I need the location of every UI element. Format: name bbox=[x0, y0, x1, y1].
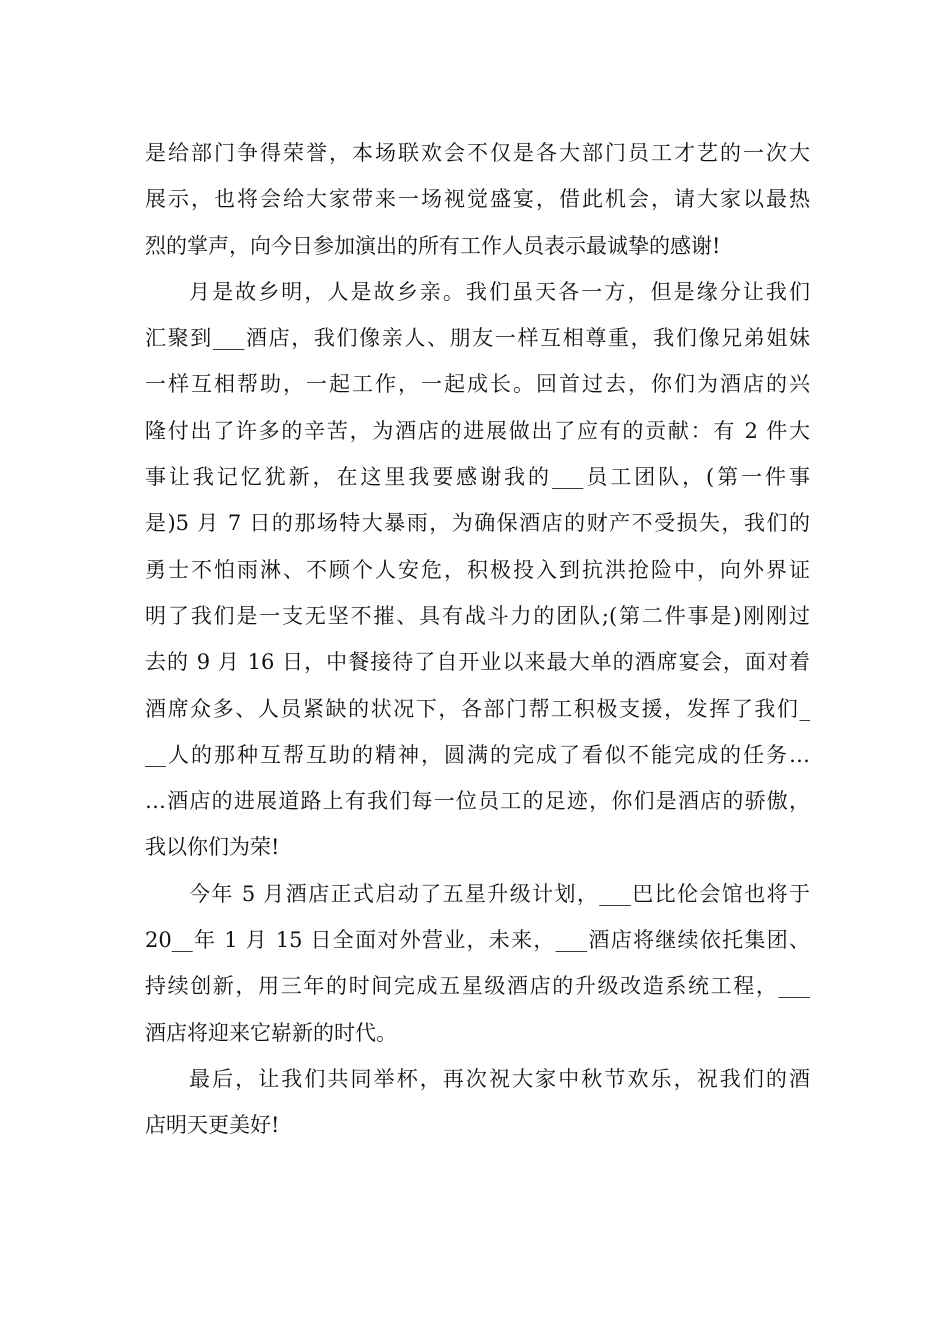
text-line: __人的那种互帮互助的精神，圆满的完成了看似不能完成的任务… bbox=[145, 742, 810, 767]
text-line: 店明天更美好! bbox=[145, 1113, 280, 1138]
text-line: 明了我们是一支无坚不摧、具有战斗力的团队;(第二件事是)刚刚过 bbox=[145, 603, 810, 628]
text-line: …酒店的进展道路上有我们每一位员工的足迹，你们是酒店的骄傲， bbox=[145, 789, 810, 814]
text-line: 我以你们为荣! bbox=[145, 835, 280, 860]
text-line: 一样互相帮助，一起工作，一起成长。回首过去，你们为酒店的兴 bbox=[145, 372, 810, 397]
paragraph-first-line: 月是故乡明，人是故乡亲。我们虽天各一方，但是缘分让我们 bbox=[189, 279, 810, 304]
text-line: 是给部门争得荣誉，本场联欢会不仅是各大部门员工才艺的一次大 bbox=[145, 141, 810, 165]
paragraph-first-line: 今年 5 月酒店正式启动了五星升级计划，___巴比伦会馆也将于 bbox=[189, 881, 810, 906]
document-body bbox=[145, 130, 810, 1149]
text-line: 持续创新，用三年的时间完成五星级酒店的升级改造系统工程，___ bbox=[145, 974, 810, 999]
paragraph-first-line: 最后，让我们共同举杯，再次祝大家中秋节欢乐，祝我们的酒 bbox=[189, 1066, 810, 1091]
text-line: 汇聚到___酒店，我们像亲人、朋友一样互相尊重，我们像兄弟姐妹 bbox=[145, 326, 810, 351]
text-line: 展示，也将会给大家带来一场视觉盛宴，借此机会，请大家以最热 bbox=[145, 187, 810, 212]
text-line: 隆付出了许多的辛苦，为酒店的进展做出了应有的贡献：有 2 件大 bbox=[145, 418, 810, 443]
text-line: 是)5 月 7 日的那场特大暴雨，为确保酒店的财产不受损失，我们的 bbox=[145, 511, 810, 536]
text-line: 20__年 1 月 15 日全面对外营业，未来，___酒店将继续依托集团、 bbox=[145, 928, 810, 953]
text-line: 去的 9 月 16 日，中餐接待了自开业以来最大单的酒席宴会，面对着 bbox=[145, 650, 810, 675]
text-line: 烈的掌声，向今日参加演出的所有工作人员表示最诚挚的感谢! bbox=[145, 233, 721, 258]
text-line: 酒店将迎来它崭新的时代。 bbox=[145, 1020, 397, 1045]
text-line: 酒席众多、人员紧缺的状况下，各部门帮工积极支援，发挥了我们_ bbox=[145, 696, 810, 721]
text-line: 事让我记忆犹新，在这里我要感谢我的___员工团队，(第一件事 bbox=[145, 465, 810, 490]
text-line: 勇士不怕雨淋、不顾个人安危，积极投入到抗洪抢险中，向外界证 bbox=[145, 557, 810, 582]
